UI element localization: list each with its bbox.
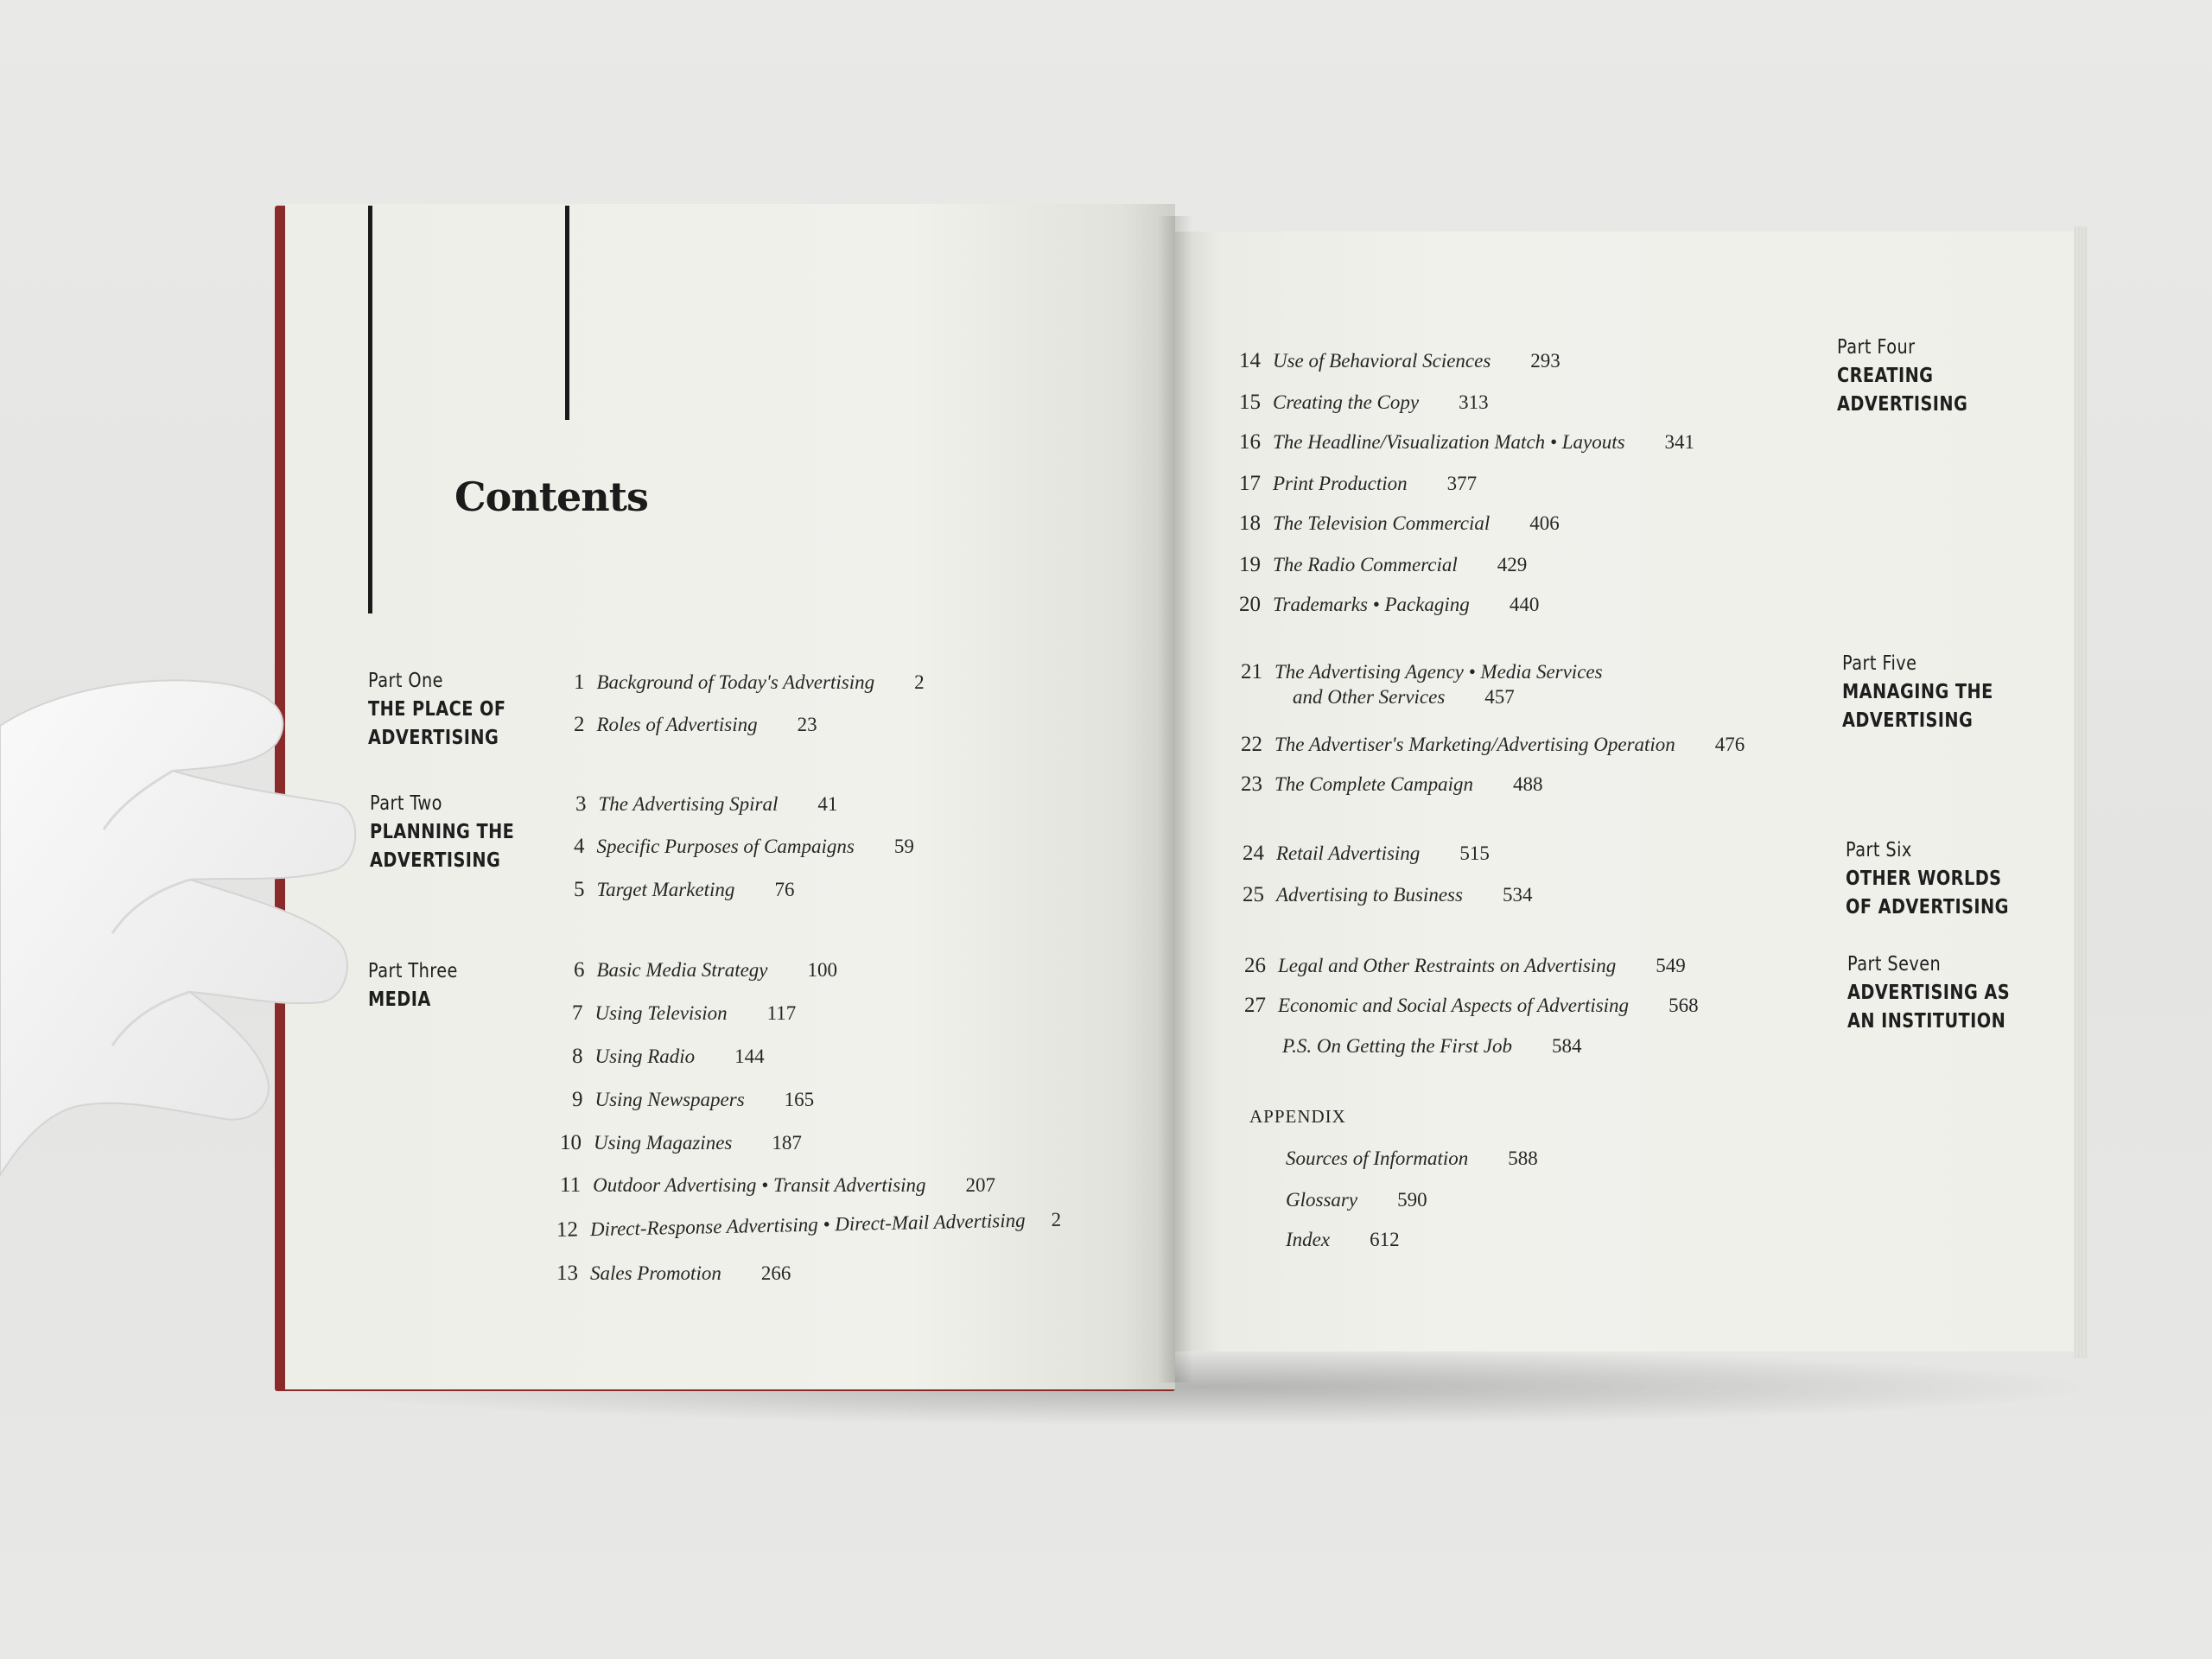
decorative-rule-left <box>368 206 372 613</box>
chapter-title: Using Radio <box>594 1046 696 1067</box>
part-label: Part Three <box>368 960 458 982</box>
part-name: ADVERTISING <box>1842 709 1974 732</box>
chapter-entry <box>572 1088 814 1112</box>
chapter-title: Basic Media Strategy <box>596 959 768 981</box>
chapter-page: 515 <box>1459 842 1490 864</box>
book-gutter <box>1158 216 1192 1382</box>
part-three <box>368 957 458 1014</box>
part-two <box>370 790 514 875</box>
chapter-number: 23 <box>1241 772 1262 796</box>
chapter-title: Target Marketing <box>596 879 735 900</box>
chapter-title: Using Newspapers <box>594 1089 745 1110</box>
chapter-page: 457 <box>1484 686 1515 708</box>
chapter-number: 12 <box>556 1217 579 1242</box>
chapter-entry <box>1241 660 1603 709</box>
chapter-entry <box>575 792 837 817</box>
contents-heading: Contents <box>454 474 648 520</box>
chapter-page: 59 <box>893 836 914 857</box>
chapter-title: Retail Advertising <box>1276 842 1421 864</box>
chapter-page: 2 <box>914 671 925 693</box>
chapter-entry <box>560 1173 995 1198</box>
chapter-number: 13 <box>556 1262 578 1285</box>
appendix-page: 590 <box>1397 1189 1427 1211</box>
appendix-item <box>1286 1229 1400 1251</box>
chapter-title: The Complete Campaign <box>1274 773 1473 795</box>
chapter-title: Trademarks • Packaging <box>1273 594 1470 615</box>
chapter-page: 534 <box>1502 884 1533 906</box>
chapter-number: 8 <box>572 1045 583 1068</box>
chapter-number: 5 <box>574 878 585 901</box>
chapter-title: The Television Commercial <box>1273 512 1491 534</box>
chapter-entry <box>1239 472 1477 496</box>
chapter-number: 27 <box>1244 994 1266 1017</box>
chapter-entry <box>574 835 914 859</box>
chapter-page: 488 <box>1513 773 1543 795</box>
chapter-page: 76 <box>774 879 795 900</box>
chapter-title: Specific Purposes of Campaigns <box>596 836 855 857</box>
chapter-page: 429 <box>1497 554 1528 575</box>
chapter-number: 4 <box>574 835 585 858</box>
part-name: AN INSTITUTION <box>1847 1010 2006 1033</box>
chapter-number: 21 <box>1241 660 1262 683</box>
chapter-entry <box>1244 954 1686 978</box>
chapter-page: 100 <box>807 959 838 981</box>
chapter-page: 207 <box>965 1174 996 1196</box>
chapter-number: 20 <box>1239 593 1261 616</box>
chapter-entry <box>574 713 817 737</box>
chapter-entry <box>1239 391 1489 415</box>
chapter-number: 11 <box>560 1173 582 1197</box>
chapter-entry <box>1239 553 1527 577</box>
chapter-title: Using Television <box>594 1002 728 1024</box>
part-name: MANAGING THE <box>1842 681 1993 703</box>
chapter-title: Outdoor Advertising • Transit Advertising <box>593 1174 926 1196</box>
chapter-entry <box>1241 772 1543 797</box>
chapter-entry <box>574 671 925 695</box>
chapter-entry <box>572 1045 765 1069</box>
chapter-number: 2 <box>574 713 585 736</box>
chapter-page: 549 <box>1656 955 1686 976</box>
appendix-item <box>1286 1189 1427 1211</box>
chapter-page: 165 <box>784 1089 815 1110</box>
chapter-number: 25 <box>1243 883 1264 906</box>
chapter-entry <box>556 1262 791 1286</box>
part-name: PLANNING THE <box>370 821 515 843</box>
chapter-number: 9 <box>572 1088 583 1111</box>
chapter-page: 568 <box>1669 995 1699 1016</box>
part-label: Part Two <box>370 792 442 815</box>
chapter-entry <box>1244 994 1699 1018</box>
chapter-entry <box>1243 842 1490 866</box>
chapter-page: 377 <box>1446 473 1478 494</box>
part-name: OTHER WORLDS <box>1846 868 2002 890</box>
decorative-rule-right <box>565 206 569 420</box>
chapter-page: 41 <box>817 793 838 815</box>
chapter-title: Background of Today's Advertising <box>596 671 875 693</box>
page-edges <box>2074 226 2088 1358</box>
appendix-item <box>1286 1147 1538 1170</box>
chapter-title: The Radio Commercial <box>1273 554 1458 575</box>
chapter-title: The Advertising Agency • Media Services <box>1274 661 1603 683</box>
part-seven <box>1847 950 2010 1036</box>
chapter-entry <box>1243 883 1532 907</box>
chapter-title: P.S. On Getting the First Job <box>1282 1035 1512 1057</box>
chapter-title: Legal and Other Restraints on Advertising <box>1278 955 1617 976</box>
chapter-page: 293 <box>1530 350 1560 372</box>
part-label: Part Seven <box>1847 953 1942 976</box>
part-label: Part Five <box>1842 652 1917 675</box>
chapter-title: Creating the Copy <box>1273 391 1420 413</box>
part-name: THE PLACE OF <box>368 698 506 721</box>
chapter-page: 440 <box>1509 594 1540 615</box>
chapter-number: 17 <box>1239 472 1261 495</box>
chapter-number: 6 <box>574 958 585 982</box>
chapter-number: 15 <box>1239 391 1261 414</box>
chapter-page: 2 <box>1051 1208 1062 1231</box>
part-name: CREATING <box>1837 365 1934 387</box>
appendix-page: 612 <box>1370 1229 1400 1250</box>
chapter-title: Economic and Social Aspects of Advertising <box>1278 995 1630 1016</box>
chapter-entry <box>1239 349 1560 373</box>
part-name: MEDIA <box>368 988 431 1011</box>
chapter-number: 24 <box>1243 842 1264 865</box>
chapter-number: 1 <box>574 671 585 694</box>
part-name: OF ADVERTISING <box>1846 896 2009 918</box>
part-name: ADVERTISING <box>1837 393 1968 416</box>
chapter-entry <box>560 1131 802 1155</box>
part-six <box>1846 836 2009 922</box>
chapter-title: Roles of Advertising <box>596 714 758 735</box>
chapter-entry <box>1239 593 1539 617</box>
chapter-entry <box>1239 430 1694 454</box>
chapter-title: Using Magazines <box>594 1132 733 1154</box>
part-one <box>368 667 505 753</box>
part-four <box>1837 334 1967 419</box>
chapter-title: The Advertising Spiral <box>598 793 779 815</box>
chapter-entry <box>574 878 794 902</box>
chapter-entry <box>1239 512 1560 536</box>
chapter-page: 406 <box>1529 512 1560 534</box>
part-name: ADVERTISING <box>370 849 501 872</box>
chapter-page: 23 <box>797 714 817 735</box>
chapter-entry <box>1241 733 1745 757</box>
chapter-number: 19 <box>1239 553 1261 576</box>
chapter-title: The Headline/Visualization Match • Layouts <box>1273 431 1625 453</box>
chapter-number: 10 <box>560 1131 582 1154</box>
chapter-number: 14 <box>1239 349 1261 372</box>
appendix-page: 588 <box>1508 1147 1538 1169</box>
chapter-number: 3 <box>575 792 587 816</box>
appendix-title: Sources of Information <box>1286 1147 1469 1169</box>
part-five <box>1842 650 1993 735</box>
part-label: Part Six <box>1846 839 1912 861</box>
chapter-entry <box>1282 1035 1581 1058</box>
chapter-page: 313 <box>1459 391 1489 413</box>
chapter-entry <box>574 958 837 982</box>
chapter-page: 341 <box>1664 431 1695 453</box>
chapter-page: 476 <box>1714 734 1745 755</box>
chapter-page: 266 <box>760 1262 791 1284</box>
white-glove-hand <box>0 657 363 1331</box>
part-label: Part One <box>368 670 443 692</box>
appendix-title: Index <box>1286 1229 1331 1250</box>
chapter-page: 584 <box>1551 1035 1582 1057</box>
appendix-title: Glossary <box>1286 1189 1358 1211</box>
chapter-title: Use of Behavioral Sciences <box>1273 350 1491 372</box>
chapter-number: 16 <box>1239 430 1261 454</box>
chapter-title: Print Production <box>1273 473 1408 494</box>
part-label: Part Four <box>1837 336 1916 359</box>
chapter-title: The Advertiser's Marketing/Advertising Operation <box>1274 734 1675 755</box>
chapter-number: 26 <box>1244 954 1266 977</box>
chapter-page: 144 <box>734 1046 765 1067</box>
chapter-title: Sales Promotion <box>590 1262 721 1284</box>
chapter-title-continued <box>1241 686 1603 709</box>
chapter-page: 117 <box>766 1002 797 1024</box>
chapter-title: Direct-Response Advertising • Direct-Mail Advertising <box>589 1209 1026 1241</box>
chapter-page: 187 <box>772 1132 802 1154</box>
chapter-entry <box>572 1001 796 1026</box>
chapter-title-continued-text: and Other Services <box>1293 686 1446 708</box>
chapter-title: Advertising to Business <box>1276 884 1463 906</box>
chapter-number: 18 <box>1239 512 1261 535</box>
part-name: ADVERTISING AS <box>1847 982 2011 1004</box>
chapter-number: 7 <box>572 1001 583 1025</box>
appendix-heading: APPENDIX <box>1249 1106 1346 1127</box>
part-name: ADVERTISING <box>368 727 499 749</box>
chapter-number: 22 <box>1241 733 1262 756</box>
